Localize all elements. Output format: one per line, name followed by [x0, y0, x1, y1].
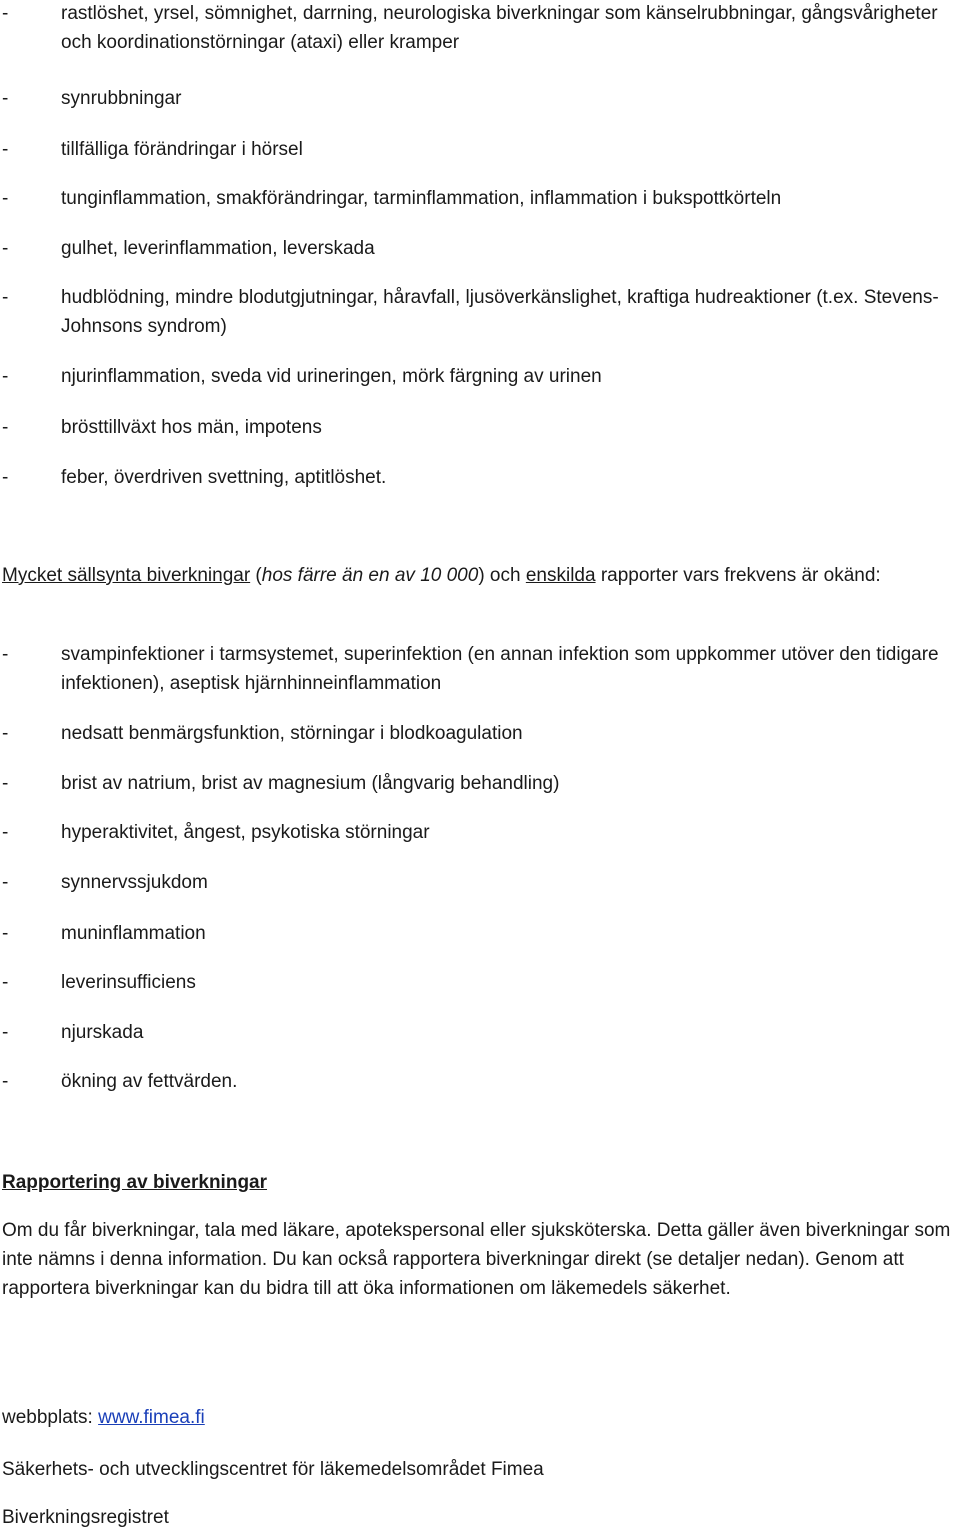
list-dash: -: [2, 188, 9, 209]
registry-name: Biverkningsregistret: [2, 1507, 169, 1528]
list-item-text: svampinfektioner i tarmsystemet, superinfektion (en annan infektion som uppkommer utöver den tidigare infektionen), aseptisk hjärnhinneinflammation: [61, 644, 939, 694]
reporting-body: Om du får biverkningar, tala med läkare, apotekspersonal eller sjuksköterska. Detta gäller även biverkningar som inte nämns i denna information. Du kan också rapportera biverkningar direkt (se detaljer nedan). Genom att rapportera biverkningar kan du bidra till att öka informationen om läkemedels säkerhet.: [2, 1220, 951, 1299]
list-dash: -: [2, 822, 9, 843]
website-label: webbplats:: [2, 1407, 99, 1428]
list-dash: -: [2, 773, 9, 794]
list-dash: -: [2, 1022, 9, 1043]
list-item-text: hyperaktivitet, ångest, psykotiska störningar: [61, 822, 430, 843]
list-dash: -: [2, 417, 9, 438]
list-dash: -: [2, 923, 9, 944]
list-item-text: brösttillväxt hos män, impotens: [61, 417, 322, 438]
reporting-heading: [2, 1168, 958, 1197]
list-dash: -: [2, 644, 9, 665]
list-item-text: njurskada: [61, 1022, 144, 1043]
list-item-text: hudblödning, mindre blodutgjutningar, håravfall, ljusöverkänslighet, kraftiga hudreaktioner (t.ex. Stevens-Johnsons syndrom): [61, 287, 939, 337]
website-line: [2, 1403, 958, 1432]
list-item-text: muninflammation: [61, 923, 206, 944]
list-item-text: tillfälliga förändringar i hörsel: [61, 139, 303, 160]
list-item-text: gulhet, leverinflammation, leverskada: [61, 238, 375, 259]
list-dash: -: [2, 287, 9, 308]
intro-text: rapporter vars frekvens är okänd:: [595, 565, 881, 586]
list-item-text: leverinsufficiens: [61, 972, 196, 993]
intro-text: ) och: [478, 565, 526, 586]
list-item-text: feber, överdriven svettning, aptitlöshet.: [61, 467, 387, 488]
list-item-text: rastlöshet, yrsel, sömnighet, darrning, neurologiska biverkningar som känselrubbningar, gångsvårigheter och koordinationstörningar (ataxi) eller kramper: [61, 3, 938, 53]
list-dash: -: [2, 723, 9, 744]
list-item-text: synnervssjukdom: [61, 872, 208, 893]
website-link[interactable]: www.fimea.fi: [98, 1407, 205, 1428]
list-item: [0, 0, 960, 57]
list-dash: -: [2, 872, 9, 893]
list-item-text: njurinflammation, sveda vid urineringen, mörk färgning av urinen: [61, 366, 602, 387]
intro-text: (: [250, 565, 262, 586]
list-dash: -: [2, 238, 9, 259]
rare-effects-intro: [2, 561, 958, 590]
list-dash: -: [2, 139, 9, 160]
reporting-heading-text: Rapportering av biverkningar: [2, 1172, 268, 1193]
rare-effects-heading: Mycket sällsynta biverkningar: [2, 565, 251, 586]
organization-name: Säkerhets- och utvecklingscentret för läkemedelsområdet Fimea: [2, 1459, 544, 1480]
list-item-text: ökning av fettvärden.: [61, 1071, 238, 1092]
list-dash: -: [2, 88, 9, 109]
list-dash: -: [2, 972, 9, 993]
list-dash: -: [2, 1071, 9, 1092]
list-dash: -: [2, 366, 9, 387]
list-dash: -: [2, 3, 9, 24]
list-dash: -: [2, 467, 9, 488]
frequency-note: hos färre än en av 10 000: [261, 565, 479, 586]
list-item-text: synrubbningar: [61, 88, 182, 109]
individual-reports-label: enskilda: [525, 565, 596, 586]
list-item-text: tunginflammation, smakförändringar, tarminflammation, inflammation i bukspottkörteln: [61, 188, 782, 209]
list-item-text: nedsatt benmärgsfunktion, störningar i blodkoagulation: [61, 723, 523, 744]
list-item-text: brist av natrium, brist av magnesium (långvarig behandling): [61, 773, 560, 794]
